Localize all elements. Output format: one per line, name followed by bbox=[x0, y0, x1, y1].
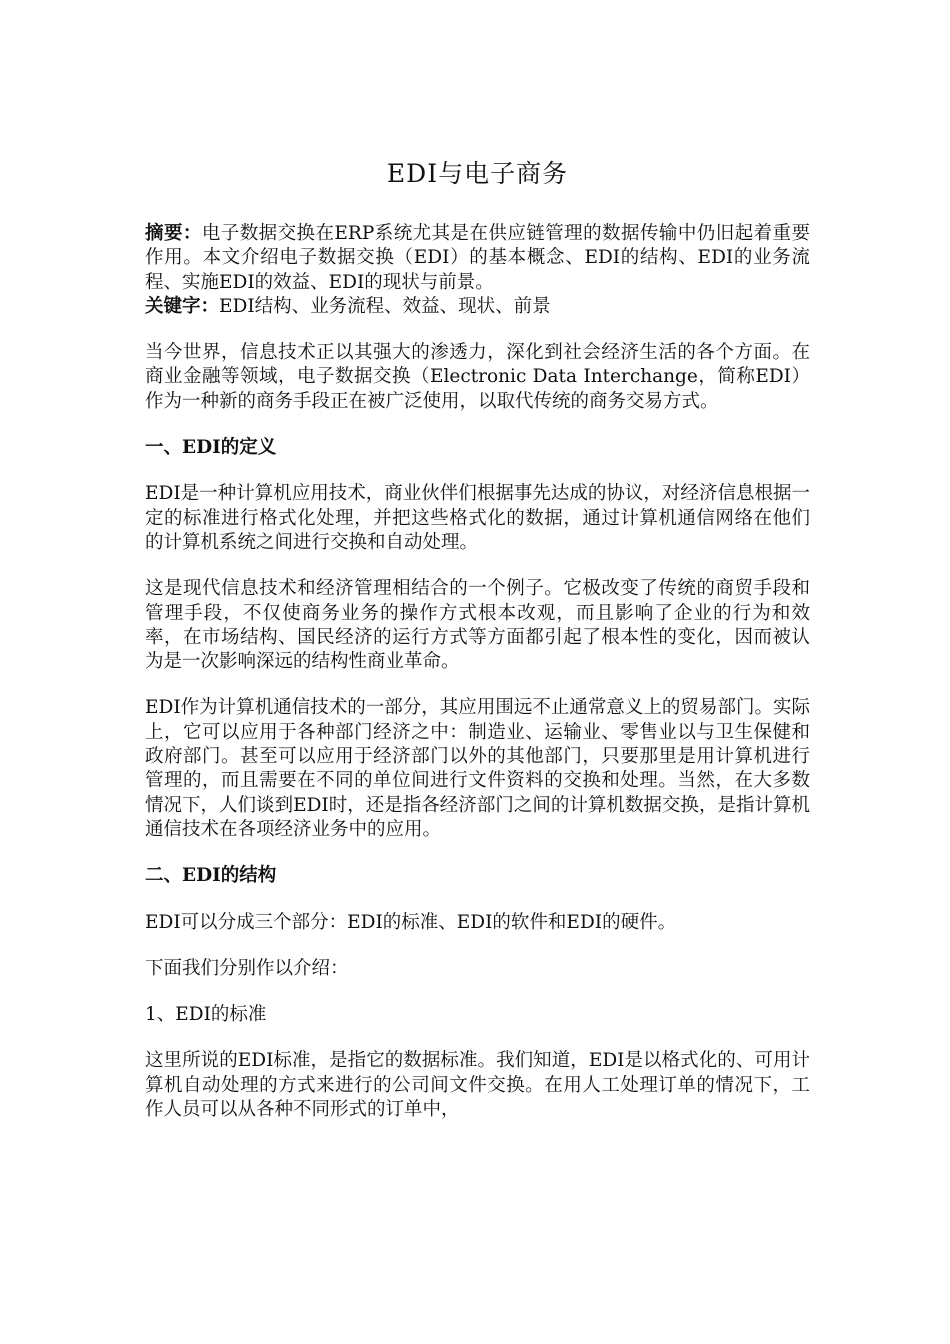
spacer bbox=[145, 555, 810, 577]
abstract-paragraph bbox=[145, 222, 810, 295]
spacer bbox=[145, 842, 810, 864]
section-heading-structure: 二、EDI的结构 bbox=[145, 865, 277, 887]
keywords-paragraph bbox=[145, 295, 810, 319]
structure-paragraph-3: 这里所说的EDI标准，是指它的数据标准。我们知道，EDI是以格式化的、可用计算机自动处理的方式来进行的公司间文件交换。在用人工处理订单的情况下，工作人员可以从各种不同形式的订单中， bbox=[145, 1050, 810, 1121]
structure-paragraph-1: EDI可以分成三个部分：EDI的标准、EDI的软件和EDI的硬件。 bbox=[145, 911, 677, 933]
spacer bbox=[145, 674, 810, 696]
spacer bbox=[145, 460, 810, 482]
abstract-text: 电子数据交换在ERP系统尤其是在供应链管理的数据传输中仍旧起着重要作用。本文介绍电子数据交换（EDI）的基本概念、EDI的结构、EDI的业务流程、实施EDI的效益、EDI的现状与前景。 bbox=[145, 223, 810, 293]
section-heading-definition: 一、EDI的定义 bbox=[145, 437, 277, 459]
spacer bbox=[145, 981, 810, 1003]
document-title: EDI与电子商务 bbox=[386, 159, 569, 188]
definition-paragraph-3: EDI作为计算机通信技术的一部分，其应用围远不止通常意义上的贸易部门。实际上，它可以应用于各种部门经济之中：制造业、运输业、零售业以与卫生保健和政府部门。甚至可以应用于经济部门以外的其他部门，只要那里是用计算机进行管理的，而且需要在不同的单位间进行文件资料的交换和处理。当然，在大多数情况下，人们谈到EDI时，还是指各经济部门之间的计算机数据交换，是指计算机通信技术在各项经济业务中的应用。 bbox=[145, 697, 810, 840]
spacer bbox=[145, 1027, 810, 1049]
structure-paragraph-2: 下面我们分别作以介绍： bbox=[145, 957, 349, 979]
keywords-label: 关键字： bbox=[145, 295, 220, 317]
definition-paragraph-1: EDI是一种计算机应用技术，商业伙伴们根据事先达成的协议，对经济信息根据一定的标准进行格式化处理，并把这些格式化的数据，通过计算机通信网络在他们的计算机系统之间进行交换和自动处理。 bbox=[145, 483, 810, 553]
definition-paragraph-2: 这是现代信息技术和经济管理相结合的一个例子。它极改变了传统的商贸手段和管理手段，不仅使商务业务的操作方式根本改观，而且影响了企业的行为和效率，在市场结构、国民经济的运行方式等方面都引起了根本性的变化，因而被认为是一次影响深远的结构性商业革命。 bbox=[145, 578, 810, 673]
abstract-label: 摘要： bbox=[145, 223, 202, 244]
document-page bbox=[145, 152, 810, 1122]
spacer bbox=[145, 889, 810, 911]
spacer bbox=[145, 935, 810, 957]
spacer bbox=[145, 319, 810, 341]
keywords-text: EDI结构、业务流程、效益、现状、前景 bbox=[219, 295, 551, 317]
structure-subheading-standard: 1、EDI的标准 bbox=[145, 1004, 267, 1026]
spacer bbox=[145, 414, 810, 436]
intro-paragraph: 当今世界，信息技术正以其强大的渗透力，深化到社会经济生活的各个方面。在商业金融等领域，电子数据交换（Electronic Data Interchange，简称EDI）作为一种新的商务手段正在被广泛使用，以取代传统的商务交易方式。 bbox=[145, 342, 810, 412]
